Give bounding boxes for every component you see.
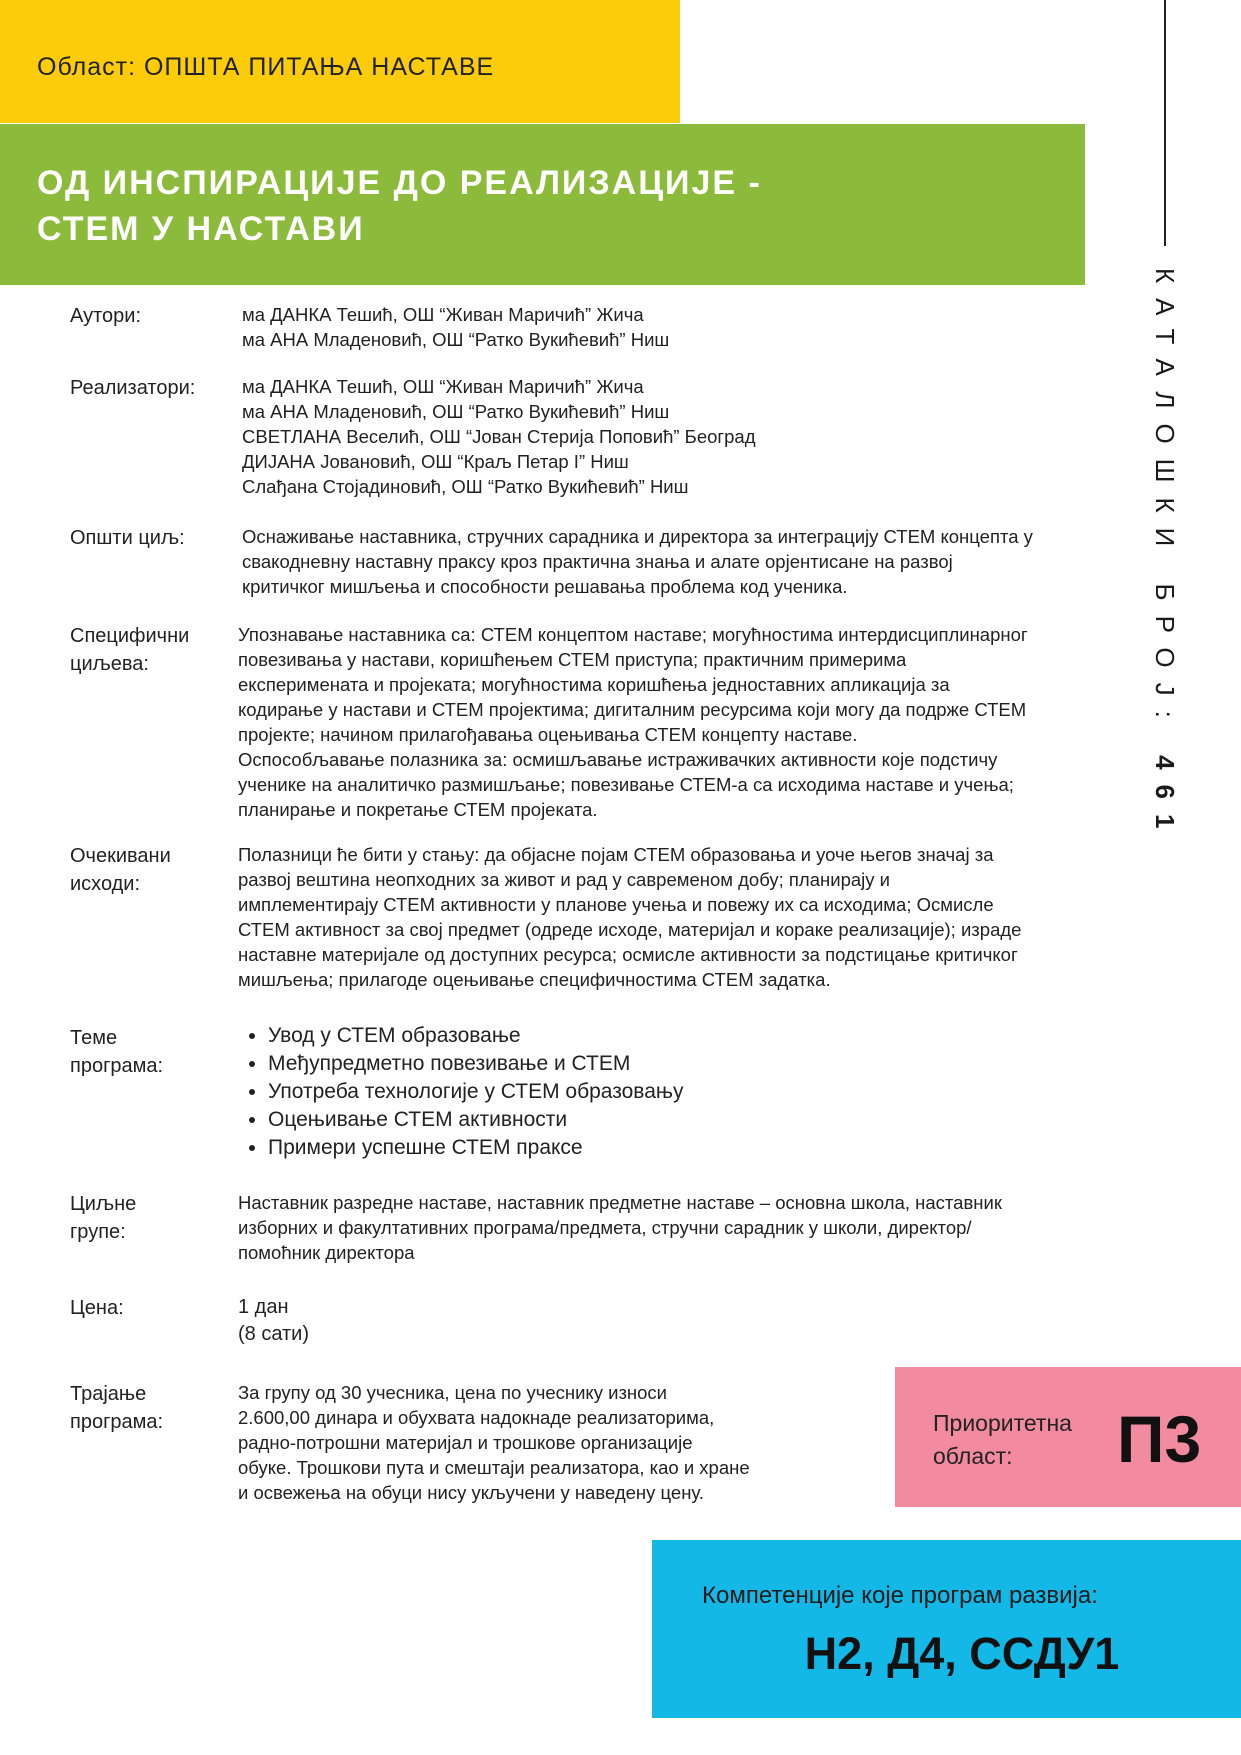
text-line: обуке. Трошкови пута и смештаји реализатора, као и хране xyxy=(238,1457,750,1478)
label-line: Трајање xyxy=(70,1383,147,1405)
list-item: • Примери успешне СТЕМ праксе xyxy=(268,1134,1158,1162)
label-line: Теме xyxy=(70,1027,118,1049)
catalog-label: КАТАЛОШКИ БРОЈ: xyxy=(1150,268,1180,733)
implementer-line: ма АНА Младеновић, ОШ “Ратко Вукићевић” Ниш xyxy=(242,401,670,422)
implementer-line: ДИЈАНА Јовановић, ОШ “Краљ Петар I” Ниш xyxy=(242,451,629,472)
text-line: СТЕМ активност за свој предмет (одреде исходе, материјал и кораке реализације); израде xyxy=(238,919,1022,940)
specific-goals-label xyxy=(70,622,230,678)
label-line: Приоритетна xyxy=(933,1410,1072,1436)
general-goal-label: Општи циљ: xyxy=(70,527,185,549)
area-label: Област: ОПШТА ПИТАЊА НАСТАВЕ xyxy=(37,53,495,81)
label-line: исходи: xyxy=(70,873,141,895)
list-item: • Употреба технологије у СТЕМ образовању xyxy=(268,1078,1158,1106)
catalog-number: 461 xyxy=(1150,755,1180,844)
program-title xyxy=(37,160,762,252)
general-goal-value xyxy=(242,524,1162,599)
text-line: наставне материјале од доступних ресурса; осмисле активности за подстицање критичког xyxy=(238,944,1018,965)
text-line: имплементирају СТЕМ активности у планове учења и повежу их са исходима; Осмисле xyxy=(238,894,994,915)
text-line: Оспособљавање полазника за: осмишљавање истраживачких активности које подстичу xyxy=(238,749,998,770)
text-line: планирање и покретање СТЕМ пројеката. xyxy=(238,799,598,820)
label-line: групе: xyxy=(70,1221,126,1243)
target-groups-label xyxy=(70,1190,230,1246)
implementers-label: Реализатори: xyxy=(70,377,196,399)
expected-outcomes-label xyxy=(70,842,230,898)
label-line: Очекивани xyxy=(70,845,171,867)
text-line: повезивања у настави, коришћењем СТЕМ приступа; практичним примерима xyxy=(238,649,907,670)
specific-goals-value xyxy=(238,622,1158,822)
text-line: радно-потрошни материјал и трошкове организације xyxy=(238,1432,693,1453)
text-line: помоћник директора xyxy=(238,1242,415,1263)
title-line-1: ОД ИНСПИРАЦИЈЕ ДО РЕАЛИЗАЦИЈЕ - xyxy=(37,164,762,202)
target-groups-value xyxy=(238,1190,1158,1265)
text-line: и освежења на обуци нису укључени у наведену цену. xyxy=(238,1482,704,1503)
list-item: • Оцењивање СТЕМ активности xyxy=(268,1106,1158,1134)
expected-outcomes-value xyxy=(238,842,1158,992)
text-line: критичког мишљења и способности решавања проблема код ученика. xyxy=(242,576,848,597)
priority-code: П3 xyxy=(1117,1402,1202,1476)
implementer-line: ма ДАНКА Тешић, ОШ “Живан Маричић” Жича xyxy=(242,376,644,397)
label-line: Специфични xyxy=(70,625,190,647)
label-line: програма: xyxy=(70,1411,164,1433)
text-line: кодирање у настави и СТЕМ пројектима; дигиталним ресурсима који могу да подрже СТЕМ xyxy=(238,699,1027,720)
list-item: • Међупредметно повезивање и СТЕМ xyxy=(268,1050,1158,1078)
label-line: област: xyxy=(933,1443,1013,1469)
side-divider-line xyxy=(1164,0,1166,246)
text-line: 1 дан xyxy=(238,1296,289,1318)
implementer-line: Слађана Стојадиновић, ОШ “Ратко Вукићевић” Ниш xyxy=(242,476,689,497)
priority-label xyxy=(933,1407,1072,1473)
text-line: Наставник разредне наставе, наставник предметне наставе – основна школа, наставник xyxy=(238,1192,1002,1213)
text-line: (8 сати) xyxy=(238,1323,310,1345)
label-line: циљева: xyxy=(70,653,149,675)
label-line: Циљне xyxy=(70,1193,137,1215)
text-line: свакодневну наставну праксу кроз практична знања и алате орјентисане на развој xyxy=(242,551,953,572)
text-line: Полазници ће бити у стању: да објасне појам СТЕМ образовања и уоче његов значај за xyxy=(238,844,994,865)
text-line: Оснаживање наставника, стручних сарадника и директора за интеграцију СТЕМ концепта у xyxy=(242,526,1033,547)
title-line-2: СТЕМ У НАСТАВИ xyxy=(37,210,365,248)
text-line: експеримената и пројеката; могућностима коришћења једноставних апликација за xyxy=(238,674,950,695)
authors-label: Аутори: xyxy=(70,305,142,327)
price-label: Цена: xyxy=(70,1297,124,1319)
text-line: мишљења; прилагоде оцењивање специфичностима СТЕМ задатка. xyxy=(238,969,831,990)
priority-area-box xyxy=(895,1367,1241,1507)
list-item: • Увод у СТЕМ образовање xyxy=(268,1022,1158,1050)
text-line: Упознавање наставника са: СТЕМ концептом наставе; могућностима интердисциплинарног xyxy=(238,624,1028,645)
implementer-line: СВЕТЛАНА Веселић, ОШ “Јован Стерија Поповић” Београд xyxy=(242,426,756,447)
competencies-label: Компетенције које програм развија: xyxy=(702,1582,1098,1609)
topics-list xyxy=(238,1022,1158,1162)
competencies-box xyxy=(652,1540,1241,1718)
text-line: ученике на аналитичко размишљање; повезивање СТЕМ-а са исходима наставе и учења; xyxy=(238,774,1014,795)
text-line: 2.600,00 динара и обухвата надокнаде реализаторима, xyxy=(238,1407,715,1428)
label-line: програма: xyxy=(70,1055,164,1077)
duration-value xyxy=(238,1380,818,1505)
topics-value xyxy=(238,1022,1158,1162)
price-value xyxy=(238,1294,1158,1348)
topics-label xyxy=(70,1024,230,1080)
competencies-value: Н2, Д4, ССДУ1 xyxy=(804,1628,1120,1679)
implementers-value xyxy=(242,374,1162,499)
text-line: развој вештина неопходних за живот и рад у савременом добу; планирају и xyxy=(238,869,890,890)
text-line: пројекте; начином прилагођавања оцењивања СТЕМ концепту наставе. xyxy=(238,724,858,745)
text-line: изборних и факултативних програма/предмета, стручни сарадник у школи, директор/ xyxy=(238,1217,972,1238)
author-line: ма ДАНКА Тешић, ОШ “Живан Маричић” Жича xyxy=(242,304,644,325)
author-line: ма АНА Младеновић, ОШ “Ратко Вукићевић” Ниш xyxy=(242,329,670,350)
duration-label xyxy=(70,1380,230,1436)
text-line: За групу од 30 учесника, цена по учеснику износи xyxy=(238,1382,668,1403)
authors-value xyxy=(242,302,1162,352)
